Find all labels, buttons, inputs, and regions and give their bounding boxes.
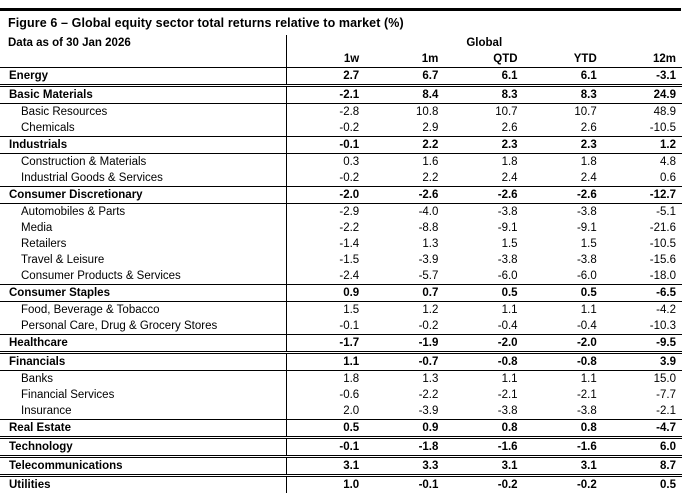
subsector-name-cell: Chemicals — [21, 122, 75, 134]
value-cell: 0.5 — [444, 285, 523, 302]
period-header-row — [0, 51, 682, 68]
sector-name-cell: Basic Materials — [0, 86, 286, 104]
value-cell: 1.5 — [580, 238, 597, 250]
header-spacer — [0, 51, 286, 68]
subsector-name-cell: Banks — [21, 373, 53, 385]
sector-returns-table — [0, 35, 682, 493]
column-header-1m: 1m — [421, 53, 439, 65]
table-row — [0, 137, 682, 154]
value-cell: 0.3 — [286, 154, 365, 171]
value-cell: -2.6 — [365, 187, 444, 204]
value-cell: -1.5 — [286, 252, 365, 268]
table-row — [0, 120, 682, 137]
value-cell: 2.2 — [365, 137, 444, 154]
value-cell: 8.7 — [603, 457, 682, 476]
value-cell: -8.8 — [418, 222, 439, 234]
value-cell: -1.4 — [286, 236, 365, 252]
value-cell: -0.1 — [365, 476, 444, 493]
value-cell: 6.0 — [603, 438, 682, 457]
value-cell: -0.2 — [524, 476, 603, 493]
table-row — [0, 252, 682, 268]
value-cell: -0.8 — [524, 353, 603, 371]
value-cell: 1.1 — [580, 373, 597, 385]
value-cell: -6.0 — [576, 270, 597, 282]
value-cell: -10.5 — [649, 122, 676, 134]
value-cell: -3.9 — [418, 254, 439, 266]
value-cell: -1.9 — [365, 335, 444, 353]
value-cell: -5.7 — [418, 270, 439, 282]
value-cell: 8.3 — [524, 86, 603, 104]
subsector-name-cell: Construction & Materials — [21, 156, 147, 168]
column-header-12m: 12m — [652, 53, 676, 65]
value-cell: -0.2 — [418, 320, 439, 332]
value-cell: -2.8 — [286, 104, 365, 121]
value-cell: 1.5 — [501, 238, 518, 250]
subsector-name-cell: Basic Resources — [21, 106, 108, 118]
value-cell: -2.1 — [286, 86, 365, 104]
value-cell: -3.8 — [576, 206, 597, 218]
value-cell: -0.4 — [576, 320, 597, 332]
table-row — [0, 187, 682, 204]
value-cell: -3.8 — [576, 254, 597, 266]
sector-name-cell: Consumer Discretionary — [0, 187, 286, 204]
value-cell: -2.9 — [286, 204, 365, 221]
column-header-ytd: YTD — [573, 53, 597, 65]
value-cell: 3.1 — [286, 457, 365, 476]
value-cell: -2.2 — [286, 220, 365, 236]
value-cell: -0.1 — [286, 137, 365, 154]
subsector-name-cell: Insurance — [21, 405, 72, 417]
value-cell: 48.9 — [653, 106, 676, 118]
table-row — [0, 420, 682, 438]
value-cell: -3.9 — [418, 405, 439, 417]
sector-name-cell: Healthcare — [0, 335, 286, 353]
sector-name-cell: Utilities — [0, 476, 286, 493]
value-cell: -2.0 — [524, 335, 603, 353]
value-cell: -1.8 — [365, 438, 444, 457]
value-cell: 1.0 — [286, 476, 365, 493]
value-cell: 1.8 — [286, 371, 365, 388]
table-row — [0, 204, 682, 221]
value-cell: -10.3 — [649, 320, 676, 332]
value-cell: -0.2 — [286, 120, 365, 137]
value-cell: 0.8 — [444, 420, 523, 438]
value-cell: -21.6 — [649, 222, 676, 234]
value-cell: -6.0 — [497, 270, 518, 282]
value-cell: 10.8 — [416, 106, 439, 118]
value-cell: 4.8 — [660, 156, 676, 168]
value-cell: -9.1 — [497, 222, 518, 234]
table-row — [0, 104, 682, 121]
value-cell: -0.1 — [286, 318, 365, 335]
value-cell: -0.1 — [286, 438, 365, 457]
value-cell: 15.0 — [653, 373, 676, 385]
subsector-name-cell: Retailers — [21, 238, 67, 250]
value-cell: -2.0 — [286, 187, 365, 204]
region-header: Global — [286, 35, 682, 51]
value-cell: 0.5 — [286, 420, 365, 438]
value-cell: -1.6 — [524, 438, 603, 457]
value-cell: -6.5 — [603, 285, 682, 302]
value-cell: 2.7 — [286, 68, 365, 86]
value-cell: -15.6 — [649, 254, 676, 266]
region-header-row — [0, 35, 682, 51]
table-row — [0, 220, 682, 236]
value-cell: -3.8 — [576, 405, 597, 417]
table-row — [0, 318, 682, 335]
table-row — [0, 268, 682, 285]
subsector-name-cell: Food, Beverage & Tobacco — [21, 304, 160, 316]
table-row — [0, 154, 682, 171]
subsector-name-cell: Media — [21, 222, 53, 234]
table-row — [0, 68, 682, 86]
value-cell: -0.6 — [286, 387, 365, 403]
table-row — [0, 335, 682, 353]
value-cell: 1.3 — [422, 238, 439, 250]
table-row — [0, 438, 682, 457]
subsector-name-cell: Automobiles & Parts — [21, 206, 126, 218]
value-cell: -12.7 — [603, 187, 682, 204]
value-cell: 1.5 — [286, 302, 365, 319]
table-header — [0, 35, 682, 68]
data-as-of-label: Data as of 30 Jan 2026 — [8, 37, 131, 49]
table-row — [0, 457, 682, 476]
table-row — [0, 387, 682, 403]
table-row — [0, 371, 682, 388]
value-cell: -2.1 — [656, 405, 676, 417]
value-cell: -4.2 — [656, 304, 676, 316]
value-cell: 1.3 — [422, 373, 439, 385]
table-row — [0, 285, 682, 302]
value-cell: 10.7 — [495, 106, 518, 118]
value-cell: -9.1 — [576, 222, 597, 234]
value-cell: -1.6 — [444, 438, 523, 457]
value-cell: -3.8 — [497, 206, 518, 218]
value-cell: -3.1 — [603, 68, 682, 86]
value-cell: 1.2 — [603, 137, 682, 154]
value-cell: 1.8 — [580, 156, 597, 168]
subsector-name-cell: Financial Services — [21, 389, 115, 401]
value-cell: -7.7 — [656, 389, 676, 401]
value-cell: 2.6 — [501, 122, 518, 134]
value-cell: 8.4 — [365, 86, 444, 104]
value-cell: 1.1 — [580, 304, 597, 316]
column-header-1w: 1w — [286, 51, 365, 68]
value-cell: 0.9 — [286, 285, 365, 302]
value-cell: 1.1 — [286, 353, 365, 371]
value-cell: -2.4 — [286, 268, 365, 285]
value-cell: 1.8 — [501, 156, 518, 168]
value-cell: 0.7 — [365, 285, 444, 302]
value-cell: 6.7 — [365, 68, 444, 86]
table-body — [0, 68, 682, 493]
value-cell: 1.2 — [422, 304, 439, 316]
value-cell: -3.8 — [497, 405, 518, 417]
table-row — [0, 86, 682, 104]
table-row — [0, 236, 682, 252]
value-cell: 2.3 — [444, 137, 523, 154]
value-cell: 1.1 — [501, 373, 518, 385]
value-cell: -2.6 — [444, 187, 523, 204]
subsector-name-cell: Travel & Leisure — [21, 254, 105, 266]
value-cell: -0.2 — [444, 476, 523, 493]
value-cell: -2.0 — [444, 335, 523, 353]
value-cell: -4.7 — [603, 420, 682, 438]
value-cell: 3.1 — [444, 457, 523, 476]
subsector-name-cell: Personal Care, Drug & Grocery Stores — [21, 320, 218, 332]
value-cell: -0.2 — [286, 170, 365, 187]
column-header-qtd: QTD — [493, 53, 518, 65]
sector-name-cell: Technology — [0, 438, 286, 457]
value-cell: 2.3 — [524, 137, 603, 154]
value-cell: 1.6 — [422, 156, 439, 168]
value-cell: 2.9 — [422, 122, 439, 134]
value-cell: -3.8 — [497, 254, 518, 266]
figure-title: Figure 6 – Global equity sector total returns relative to market (%) — [8, 16, 404, 30]
table-row — [0, 403, 682, 420]
value-cell: 24.9 — [603, 86, 682, 104]
value-cell: 0.5 — [524, 285, 603, 302]
value-cell: -9.5 — [603, 335, 682, 353]
value-cell: 10.7 — [574, 106, 597, 118]
value-cell: 1.1 — [501, 304, 518, 316]
value-cell: 3.1 — [524, 457, 603, 476]
value-cell: 2.4 — [501, 172, 518, 184]
value-cell: 2.4 — [580, 172, 597, 184]
value-cell: 0.6 — [660, 172, 676, 184]
table-row — [0, 353, 682, 371]
value-cell: -2.1 — [576, 389, 597, 401]
value-cell: 0.5 — [603, 476, 682, 493]
value-cell: 2.6 — [580, 122, 597, 134]
value-cell: -4.0 — [418, 206, 439, 218]
value-cell: -0.4 — [497, 320, 518, 332]
value-cell: -18.0 — [649, 270, 676, 282]
sector-name-cell: Telecommunications — [0, 457, 286, 476]
value-cell: 0.9 — [365, 420, 444, 438]
value-cell: 3.9 — [603, 353, 682, 371]
value-cell: 8.3 — [444, 86, 523, 104]
value-cell: -5.1 — [656, 206, 676, 218]
sector-name-cell: Financials — [0, 353, 286, 371]
sector-name-cell: Industrials — [0, 137, 286, 154]
value-cell: 3.3 — [365, 457, 444, 476]
sector-name-cell: Consumer Staples — [0, 285, 286, 302]
value-cell: 2.0 — [286, 403, 365, 420]
value-cell: -2.2 — [418, 389, 439, 401]
table-row — [0, 170, 682, 187]
value-cell: -0.8 — [444, 353, 523, 371]
sector-name-cell: Energy — [0, 68, 286, 86]
subsector-name-cell: Consumer Products & Services — [21, 270, 181, 282]
value-cell: -2.1 — [497, 389, 518, 401]
value-cell: 2.2 — [422, 172, 439, 184]
value-cell: 6.1 — [524, 68, 603, 86]
table-row — [0, 476, 682, 493]
subsector-name-cell: Industrial Goods & Services — [21, 172, 163, 184]
table-row — [0, 302, 682, 319]
value-cell: 6.1 — [444, 68, 523, 86]
value-cell: -0.7 — [365, 353, 444, 371]
value-cell: -2.6 — [524, 187, 603, 204]
value-cell: 0.8 — [524, 420, 603, 438]
value-cell: -10.5 — [649, 238, 676, 250]
sector-name-cell: Real Estate — [0, 420, 286, 438]
value-cell: -1.7 — [286, 335, 365, 353]
